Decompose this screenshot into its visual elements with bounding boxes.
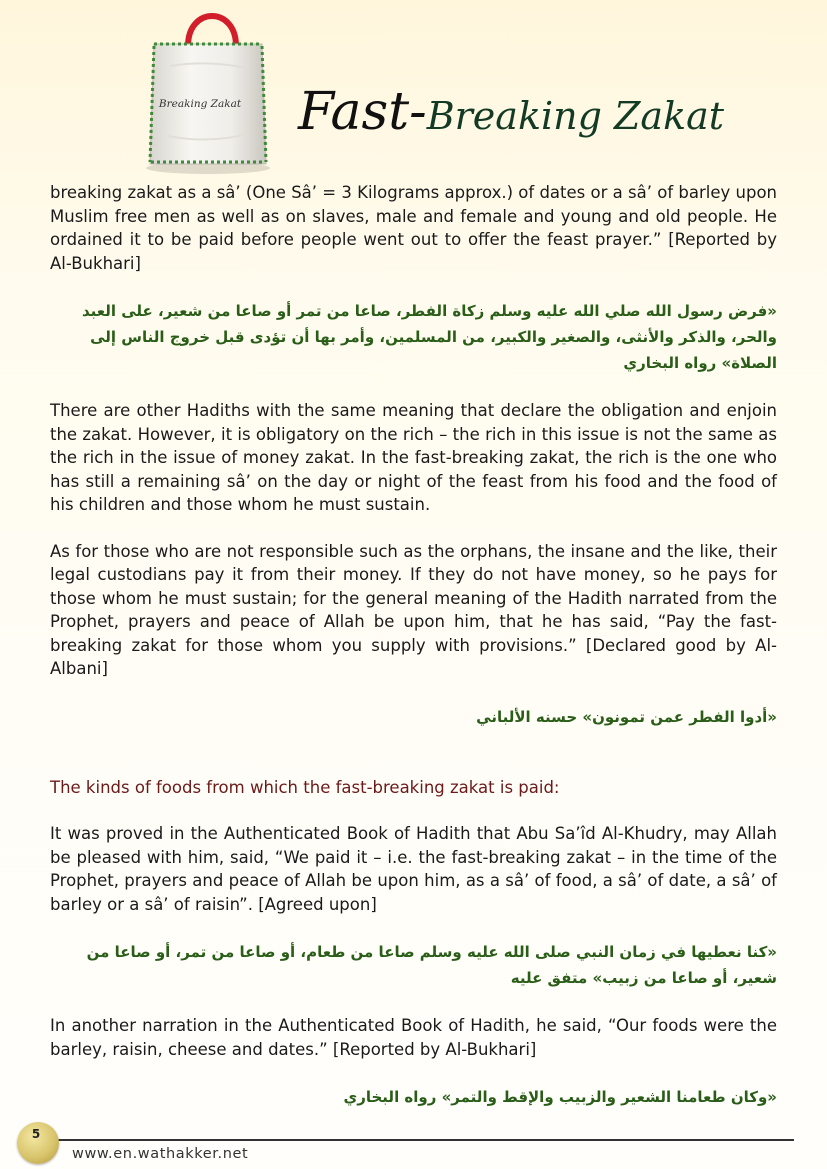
- section-heading: The kinds of foods from which the fast-breaking zakat is paid:: [50, 777, 560, 797]
- paragraph-4: It was proved in the Authenticated Book of Hadith that Abu Sa’îd Al-Khudry, may Allah be pleased with him, said, “We paid it – i.e. the fast-breaking zakat – in the time of the Prophet, prayers and peace of Allah be upon him, as a sâ’ of food, a sâ’ of date, a sâ’ of barley or a sâ’ of raisin”. [Agreed upon]: [50, 824, 777, 914]
- arabic-quote-2: «أدوا الفطر عمن تمونون» حسنه الألباني: [476, 707, 777, 726]
- rice-bag-illustration: [140, 6, 280, 176]
- arabic-quote-4: «وكان طعامنا الشعير والزبيب والإقط والتمر» رواه البخاري: [343, 1088, 777, 1106]
- title-breaking-zakat: Breaking Zakat: [426, 94, 725, 138]
- page-title: [298, 82, 724, 142]
- main-content: [50, 181, 777, 1110]
- paragraph-1: breaking zakat as a sâ’ (One Sâ’ = 3 Kilograms approx.) of dates or a sâ’ of barley upon Muslim free men as well as on slaves, male and female and young and old people. He ordained it to be paid before people went out to offer the feast prayer.” [Reported by Al-Bukhari]: [50, 183, 777, 273]
- bag-label: Breaking Zakat: [158, 98, 242, 110]
- paragraph-5: In another narration in the Authenticated Book of Hadith, he said, “Our foods were the barley, raisin, cheese and dates.” [Reported by Al-Bukhari]: [50, 1016, 777, 1059]
- page-number: 5: [31, 1127, 41, 1141]
- arabic-quote-1: «فرض رسول الله صلي الله عليه وسلم زكاة الفطر، صاعا من تمر أو صاعا من شعير، على العبد والحر، والذكر والأنثى، والصغير والكبير، من المسلمين، وأمر بها أن تؤدى قبل خروج الناس إلى الصلاة» رواه البخاري: [81, 302, 777, 372]
- page-header: [0, 0, 827, 180]
- title-fast: Fast-: [298, 82, 427, 142]
- rice-bag-icon: [140, 6, 280, 176]
- paragraph-2: There are other Hadiths with the same meaning that declare the obligation and enjoin the zakat. However, it is obligatory on the rich – the rich in this issue is not the same as the rich in the issue of money zakat. In the fast-breaking zakat, the rich is the one who has still a remaining sâ’ on the day or night of the feast from his food and the food of his children and those whom he must sustain.: [50, 401, 777, 514]
- arabic-quote-3: «كنا نعطيها في زمان النبي صلى الله عليه وسلم صاعا من طعام، أو صاعا من تمر، أو صاعا من شعير، أو صاعا من زبيب» متفق عليه: [86, 943, 777, 987]
- website-link[interactable]: www.en.wathakker.net: [72, 1146, 249, 1162]
- footer-divider: [44, 1139, 794, 1141]
- paragraph-3: As for those who are not responsible such as the orphans, the insane and the like, their legal custodians pay it from their money. If they do not have money, so he pays for those whom he must sustain; for the general meaning of the Hadith narrated from the Prophet, prayers and peace of Allah be upon him, that he has said, “Pay the fast-breaking zakat for those whom you supply with provisions.” [Declared good by Al-Albani]: [50, 541, 777, 678]
